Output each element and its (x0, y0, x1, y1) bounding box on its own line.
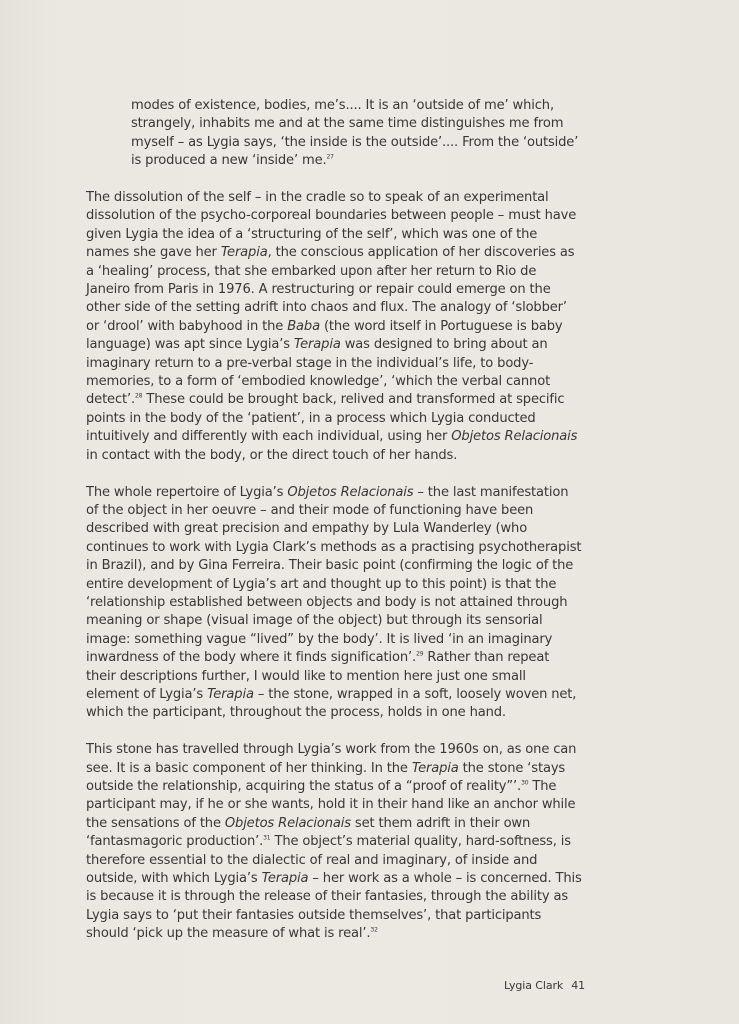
paragraph-text: set them adrift in their own ‘fantasmagoric production’. (86, 815, 531, 850)
italic-title: Terapia (220, 245, 268, 261)
italic-title: Objetos Relacionais (287, 484, 414, 500)
italic-title: Objetos Relacionais (451, 429, 578, 445)
paragraph-3 (86, 741, 582, 943)
quote-text: modes of existence, bodies, me’s.... It is an ‘outside of me’ which, strangely, inhabits me and at the same time distinguishes me from myself – as Lygia says, ‘the inside is the outside’.... From the ‘outside’ is produced a new ‘inside’ me. (131, 98, 579, 169)
paragraph-text: – the stone, wrapped in a soft, loosely woven net, which the participant, throughout the process, holds in one hand. (86, 686, 577, 721)
paragraph-text: – her work as a whole – is concerned. This is because it is through the release of their fantasies, through the ability as Lygia says to ‘put their fantasies outside themselves’, that participants should ‘pick up the measure of what is real’. (86, 871, 582, 942)
italic-title: Baba (287, 318, 320, 334)
running-title: Lygia Clark (504, 979, 564, 992)
paragraph-text: The object’s material quality, hard-softness, is therefore essential to the dialectic of real and imaginary, of inside and outside, with which Lygia’s (86, 834, 571, 887)
block-quote (131, 97, 582, 171)
footnote-ref-29: 29 (416, 650, 424, 658)
page-footer (504, 979, 585, 992)
footnote-ref-28: 28 (135, 393, 143, 401)
footnote-ref-32: 32 (370, 926, 378, 934)
paragraph-text: – the last manifestation of the object in her oeuvre – and their mode of functioning have been described with great precision and empathy by Lula Wanderley (who continues to work with Lygia Clark’s methods as a practising psychotherapist in Brazil), and by Gina Ferreira. Their basic point (confirming the logic of the entire development of Lygia’s art and thought up to this point) is that the ‘relationship established between objects and body is not attained through meaning or shape (visual image of the object) but through its sensorial image: something vague “lived” by the body’. It is lived ‘in an imaginary inwardness of the body where it finds signification’. (86, 484, 582, 666)
paragraph-text: (the word itself in Portuguese is baby language) was apt since Lygia’s (86, 318, 563, 353)
paragraph-text: Rather than repeat their descriptions further, I would like to mention here just one small element of Lygia’s (86, 650, 550, 702)
body-text (86, 97, 582, 962)
footnote-ref-27: 27 (326, 153, 334, 161)
paragraph-text: This stone has travelled through Lygia’s work from the 1960s on, as one can see. It is a basic component of her thinking. In the (86, 742, 577, 776)
paragraph-1 (86, 189, 582, 465)
paragraph-2 (86, 484, 582, 723)
italic-title: Objetos Relacionais (224, 815, 351, 831)
italic-title: Terapia (261, 871, 309, 887)
footnote-ref-30: 30 (521, 779, 529, 787)
paragraph-text: The dissolution of the self – in the cradle so to speak of an experimental dissolution of the psycho-corporeal boundaries between people – must have given Lygia the idea of a ‘structuring of the self’, which was one of the names she gave her (86, 190, 577, 261)
page-number: 41 (571, 979, 585, 992)
paragraph-text: in contact with the body, or the direct touch of her hands. (86, 447, 458, 463)
italic-title: Terapia (207, 686, 254, 702)
paragraph-text: The whole repertoire of Lygia’s (86, 484, 288, 500)
footnote-ref-31: 31 (263, 834, 271, 842)
paragraph-text: The participant may, if he or she wants, hold it in their hand like an anchor while the sensations of the (86, 778, 576, 831)
paragraph-text: was designed to bring about an imaginary return to a pre-verbal stage in the individual’s life, to body-memories, to a form of ‘embodied knowledge’, ‘which the verbal cannot detect’. (86, 337, 551, 408)
italic-title: Terapia (411, 760, 459, 776)
paragraph-text: These could be brought back, relived and transformed at specific points in the body of the ‘patient’, in a process which Lygia conducted intuitively and differently with each individual, using her (86, 392, 565, 445)
paragraph-text: , the conscious application of her discoveries as a ‘healing’ process, that she embarked upon after her return to Rio de Janeiro from Paris in 1976. A restructuring or repair could emerge on the other side of the setting adrift into chaos and flux. The analogy of ‘slobber’ or ‘drool’ with babyhood in the (86, 245, 575, 334)
italic-title: Terapia (293, 337, 341, 353)
paragraph-text: the stone ‘stays outside the relationship, acquiring the status of a “proof of reality”’. (86, 760, 566, 794)
